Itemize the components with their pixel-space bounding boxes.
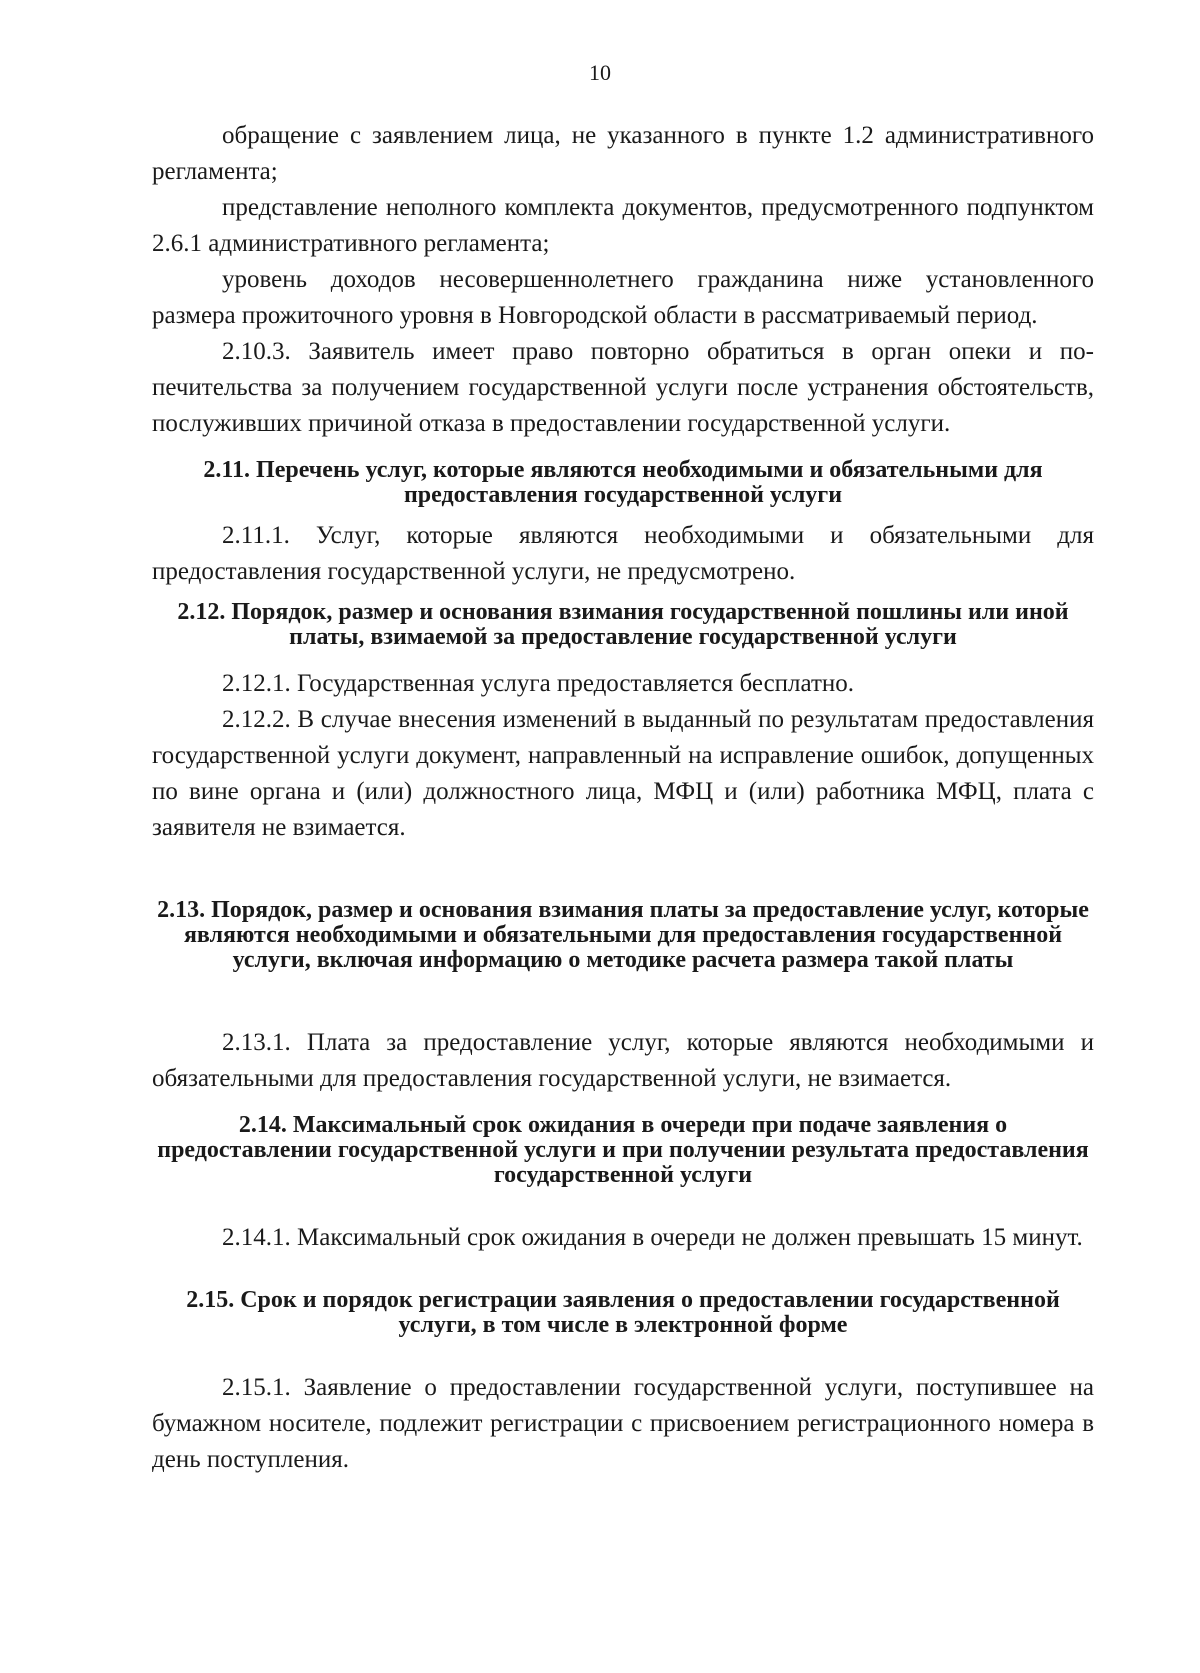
paragraph: 2.15.1. Заявление о предоставлении государственной услуги, поступившее на бумажном носителе, подлежит регистрации с присвоением регистрационного номера в день поступления. [152, 1374, 1094, 1473]
section-heading-2-13: 2.13. Порядок, размер и основания взимания платы за предоставление услуг, которые являются необходимыми и обязательными для предоставления государственной услуги, включая информацию о методике расчета размера такой платы [157, 897, 1089, 973]
paragraph: уровень доходов несовершеннолетнего гражданина ниже установленного размера прожиточного уровня в Новгородской области в рассматриваемый период. [152, 266, 1094, 329]
paragraph: обращение с заявлением лица, не указанного в пункте 1.2 административного регламента; [152, 122, 1094, 185]
paragraph: 2.12.1. Государственная услуга предоставляется бесплатно. [222, 670, 855, 697]
paragraph: 2.14.1. Максимальный срок ожидания в очереди не должен превышать 15 минут. [222, 1224, 1083, 1251]
paragraph: 2.13.1. Плата за предоставление услуг, которые являются необходимыми и обязательными для предоставления государственной услуги, не взимается. [152, 1029, 1094, 1092]
paragraph: 2.12.2. В случае внесения изменений в выданный по результатам предоставления государственной услуги документ, направленный на исправление ошибок, допущенных по вине органа и (или) должностного лица, МФЦ и (или) работника МФЦ, плата с заявителя не взимается. [152, 706, 1094, 841]
document-body [152, 118, 1094, 1478]
page-number: 10 [589, 60, 611, 85]
section-heading-2-11: 2.11. Перечень услуг, которые являются необходимыми и обязательными для предоставления государственной услуги [203, 457, 1043, 508]
section-heading-2-15: 2.15. Срок и порядок регистрации заявления о предоставлении государственной услуги, в том числе в электронной форме [186, 1287, 1060, 1338]
paragraph: 2.10.3. Заявитель имеет право повторно обратиться в орган опеки и попечительства за получением государственной услуги после устранения обстоятельств, послуживших причиной отказа в предоставлении государственной услуги. [152, 338, 1094, 437]
section-heading-2-12: 2.12. Порядок, размер и основания взимания государственной пошлины или иной платы, взимаемой за предоставление государственной услуги [177, 599, 1069, 650]
section-heading-2-14: 2.14. Максимальный срок ожидания в очереди при подаче заявления о предоставлении государственной услуги и при получении результата предоставления государственной услуги [157, 1112, 1089, 1188]
paragraph: 2.11.1. Услуг, которые являются необходимыми и обязательными для предоставления государственной услуги, не предусмотрено. [152, 522, 1094, 585]
paragraph: представление неполного комплекта документов, предусмотренного подпунктом 2.6.1 административного регламента; [152, 194, 1094, 257]
